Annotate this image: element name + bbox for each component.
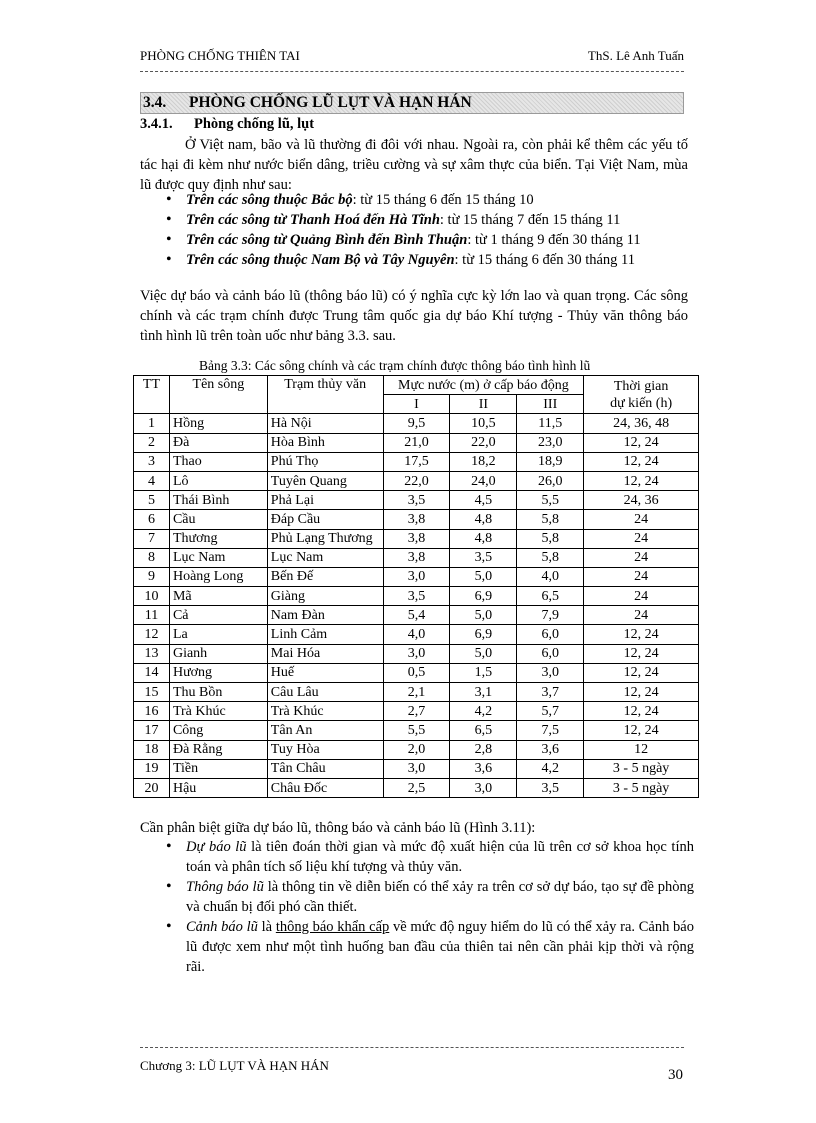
cell-station: Châu Đốc bbox=[267, 778, 383, 797]
table-row bbox=[134, 510, 699, 529]
cell-tt: 17 bbox=[134, 721, 170, 740]
cell-level-2: 2,8 bbox=[450, 740, 517, 759]
cell-level-2: 5,0 bbox=[450, 567, 517, 586]
cell-river: Lô bbox=[169, 471, 267, 490]
cell-tt: 13 bbox=[134, 644, 170, 663]
list-item bbox=[162, 917, 694, 977]
cell-time: 3 - 5 ngày bbox=[584, 759, 699, 778]
cell-station: Giàng bbox=[267, 587, 383, 606]
season-region: Trên các sông từ Quảng Bình đến Bình Thuận bbox=[186, 232, 468, 248]
cell-river: Trà Khúc bbox=[169, 702, 267, 721]
cell-station: Phả Lại bbox=[267, 491, 383, 510]
cell-level-2: 3,5 bbox=[450, 548, 517, 567]
cell-level-2: 5,0 bbox=[450, 644, 517, 663]
cell-river: Cầu bbox=[169, 510, 267, 529]
cell-level-1: 9,5 bbox=[383, 414, 450, 433]
cell-time: 12, 24 bbox=[584, 452, 699, 471]
cell-level-3: 3,7 bbox=[517, 683, 584, 702]
cell-station: Lục Nam bbox=[267, 548, 383, 567]
col-header-time-line1: Thời gian bbox=[613, 378, 669, 394]
list-item bbox=[162, 190, 702, 210]
cell-time: 24, 36, 48 bbox=[584, 414, 699, 433]
cell-level-3: 23,0 bbox=[517, 433, 584, 452]
section-number: 3.4. bbox=[143, 94, 167, 111]
page-header-right: ThS. Lê Anh Tuấn bbox=[587, 48, 684, 63]
cell-time: 24 bbox=[584, 529, 699, 548]
list-item bbox=[162, 210, 702, 230]
cell-level-1: 3,0 bbox=[383, 759, 450, 778]
table-row bbox=[134, 778, 699, 797]
cell-level-3: 5,8 bbox=[517, 548, 584, 567]
cell-river: Hồng bbox=[169, 414, 267, 433]
table-row bbox=[134, 683, 699, 702]
cell-station: Mai Hóa bbox=[267, 644, 383, 663]
subsection-number: 3.4.1. bbox=[140, 116, 173, 132]
cell-tt: 10 bbox=[134, 587, 170, 606]
forecast-paragraph: Việc dự báo và cảnh báo lũ (thông báo lũ) có ý nghĩa cực kỳ lớn lao và quan trọng. Các sông chính và các trạm chính được Trung tâm quốc gia dự báo Khí tượng - Thủy văn thông báo tình hình lũ trên toàn uốc như bảng 3.3. sau. bbox=[140, 288, 688, 344]
cell-tt: 14 bbox=[134, 663, 170, 682]
cell-station: Linh Cảm bbox=[267, 625, 383, 644]
col-header-level-3: III bbox=[517, 395, 584, 414]
cell-level-1: 2,0 bbox=[383, 740, 450, 759]
definition-text: là thông tin về diễn biến có thể xảy ra trên cơ sở dự báo, tạo sự đề phòng và chuẩn bị đối phó cần thiết. bbox=[186, 879, 695, 915]
season-period: : từ 15 tháng 6 đến 30 tháng 11 bbox=[454, 252, 636, 268]
section-heading bbox=[140, 92, 684, 114]
cell-time: 12 bbox=[584, 740, 699, 759]
table-row bbox=[134, 740, 699, 759]
cell-level-3: 4,2 bbox=[517, 759, 584, 778]
cell-level-3: 5,8 bbox=[517, 510, 584, 529]
cell-river: Thao bbox=[169, 452, 267, 471]
cell-level-2: 4,5 bbox=[450, 491, 517, 510]
cell-time: 12, 24 bbox=[584, 702, 699, 721]
cell-level-2: 6,9 bbox=[450, 625, 517, 644]
definition-term: Thông báo lũ bbox=[186, 879, 264, 895]
cell-time: 24 bbox=[584, 548, 699, 567]
table-row bbox=[134, 471, 699, 490]
cell-station: Tân Châu bbox=[267, 759, 383, 778]
definition-list bbox=[162, 837, 694, 977]
cell-level-1: 2,7 bbox=[383, 702, 450, 721]
cell-tt: 8 bbox=[134, 548, 170, 567]
table-row bbox=[134, 414, 699, 433]
cell-tt: 15 bbox=[134, 683, 170, 702]
cell-station: Tuyên Quang bbox=[267, 471, 383, 490]
cell-level-3: 6,5 bbox=[517, 587, 584, 606]
col-header-river: Tên sông bbox=[169, 376, 267, 414]
cell-level-2: 10,5 bbox=[450, 414, 517, 433]
cell-level-1: 21,0 bbox=[383, 433, 450, 452]
cell-river: Đà bbox=[169, 433, 267, 452]
flood-season-list bbox=[162, 190, 702, 270]
subsection-heading bbox=[140, 116, 314, 133]
cell-tt: 12 bbox=[134, 625, 170, 644]
table-row bbox=[134, 721, 699, 740]
season-region: Trên các sông thuộc Bắc bộ bbox=[186, 192, 353, 208]
table-row bbox=[134, 491, 699, 510]
col-header-station: Trạm thủy văn bbox=[267, 376, 383, 414]
cell-river: Công bbox=[169, 721, 267, 740]
cell-level-1: 3,5 bbox=[383, 587, 450, 606]
river-stations-table bbox=[133, 375, 699, 798]
subsection-title: Phòng chống lũ, lụt bbox=[194, 116, 315, 132]
cell-time: 12, 24 bbox=[584, 683, 699, 702]
page-number: 30 bbox=[668, 1067, 683, 1083]
cell-time: 24, 36 bbox=[584, 491, 699, 510]
cell-level-1: 3,8 bbox=[383, 529, 450, 548]
cell-station: Nam Đàn bbox=[267, 606, 383, 625]
cell-level-3: 18,9 bbox=[517, 452, 584, 471]
table-row bbox=[134, 663, 699, 682]
cell-station: Trà Khúc bbox=[267, 702, 383, 721]
cell-tt: 7 bbox=[134, 529, 170, 548]
table-row bbox=[134, 587, 699, 606]
cell-tt: 1 bbox=[134, 414, 170, 433]
cell-level-1: 5,4 bbox=[383, 606, 450, 625]
definition-term: Dự báo lũ bbox=[186, 839, 247, 855]
cell-level-3: 6,0 bbox=[517, 625, 584, 644]
cell-level-1: 0,5 bbox=[383, 663, 450, 682]
section-title: PHÒNG CHỐNG LŨ LỤT VÀ HẠN HÁN bbox=[189, 94, 472, 111]
cell-time: 24 bbox=[584, 567, 699, 586]
cell-station: Bến Đế bbox=[267, 567, 383, 586]
cell-level-3: 11,5 bbox=[517, 414, 584, 433]
col-header-level-1: I bbox=[383, 395, 450, 414]
cell-level-1: 2,5 bbox=[383, 778, 450, 797]
cell-river: Mã bbox=[169, 587, 267, 606]
cell-level-2: 3,6 bbox=[450, 759, 517, 778]
list-item bbox=[162, 230, 702, 250]
cell-station: Tân An bbox=[267, 721, 383, 740]
cell-station: Hà Nội bbox=[267, 414, 383, 433]
cell-level-1: 22,0 bbox=[383, 471, 450, 490]
cell-level-2: 6,5 bbox=[450, 721, 517, 740]
season-period: : từ 15 tháng 6 đến 15 tháng 10 bbox=[352, 192, 534, 208]
season-period: : từ 1 tháng 9 đến 30 tháng 11 bbox=[467, 232, 641, 248]
cell-time: 12, 24 bbox=[584, 663, 699, 682]
table-row bbox=[134, 625, 699, 644]
table-row bbox=[134, 606, 699, 625]
cell-level-3: 5,8 bbox=[517, 529, 584, 548]
cell-level-2: 4,8 bbox=[450, 529, 517, 548]
table-row bbox=[134, 548, 699, 567]
season-region: Trên các sông từ Thanh Hoá đến Hà Tĩnh bbox=[186, 212, 440, 228]
cell-river: Thương bbox=[169, 529, 267, 548]
cell-level-1: 3,8 bbox=[383, 548, 450, 567]
cell-tt: 5 bbox=[134, 491, 170, 510]
cell-river: Lục Nam bbox=[169, 548, 267, 567]
cell-station: Tuy Hòa bbox=[267, 740, 383, 759]
cell-level-2: 3,1 bbox=[450, 683, 517, 702]
cell-station: Câu Lâu bbox=[267, 683, 383, 702]
footer-chapter: Chương 3: LŨ LỤT VÀ HẠN HÁN bbox=[140, 1058, 329, 1073]
cell-level-3: 3,6 bbox=[517, 740, 584, 759]
cell-tt: 6 bbox=[134, 510, 170, 529]
cell-level-1: 17,5 bbox=[383, 452, 450, 471]
cell-level-3: 4,0 bbox=[517, 567, 584, 586]
cell-time: 12, 24 bbox=[584, 721, 699, 740]
table-row bbox=[134, 759, 699, 778]
cell-level-2: 24,0 bbox=[450, 471, 517, 490]
cell-level-3: 3,0 bbox=[517, 663, 584, 682]
table-row bbox=[134, 644, 699, 663]
footer-divider bbox=[140, 1047, 684, 1048]
cell-station: Huế bbox=[267, 663, 383, 682]
cell-station: Hòa Bình bbox=[267, 433, 383, 452]
cell-tt: 16 bbox=[134, 702, 170, 721]
cell-level-3: 6,0 bbox=[517, 644, 584, 663]
definition-text: là tiên đoán thời gian và mức độ xuất hiện của lũ trên cơ sở khoa học tính toán và phân tích số liệu khí tượng và thủy văn. bbox=[186, 839, 694, 875]
definition-term: Cảnh báo lũ bbox=[186, 919, 258, 935]
table-row bbox=[134, 433, 699, 452]
table-row bbox=[134, 529, 699, 548]
cell-time: 24 bbox=[584, 510, 699, 529]
cell-river: Hoàng Long bbox=[169, 567, 267, 586]
col-header-tt: TT bbox=[134, 376, 170, 414]
cell-river: Hương bbox=[169, 663, 267, 682]
cell-level-2: 22,0 bbox=[450, 433, 517, 452]
page-header-left: PHÒNG CHỐNG THIÊN TAI bbox=[140, 48, 300, 63]
cell-tt: 20 bbox=[134, 778, 170, 797]
cell-river: La bbox=[169, 625, 267, 644]
cell-level-2: 6,9 bbox=[450, 587, 517, 606]
cell-station: Phú Thọ bbox=[267, 452, 383, 471]
cell-tt: 2 bbox=[134, 433, 170, 452]
cell-level-1: 3,0 bbox=[383, 567, 450, 586]
col-header-time bbox=[584, 376, 699, 414]
cell-tt: 9 bbox=[134, 567, 170, 586]
cell-level-2: 3,0 bbox=[450, 778, 517, 797]
cell-time: 12, 24 bbox=[584, 471, 699, 490]
cell-river: Tiền bbox=[169, 759, 267, 778]
col-header-time-line2: dự kiến (h) bbox=[610, 395, 673, 411]
cell-level-2: 5,0 bbox=[450, 606, 517, 625]
cell-tt: 11 bbox=[134, 606, 170, 625]
cell-tt: 19 bbox=[134, 759, 170, 778]
cell-level-3: 7,5 bbox=[517, 721, 584, 740]
cell-station: Đáp Cầu bbox=[267, 510, 383, 529]
table-caption: Bảng 3.3: Các sông chính và các trạm chính được thông báo tình hình lũ bbox=[199, 358, 591, 373]
cell-level-1: 3,8 bbox=[383, 510, 450, 529]
header-divider bbox=[140, 71, 684, 72]
cell-tt: 4 bbox=[134, 471, 170, 490]
list-item bbox=[162, 250, 702, 270]
table-row bbox=[134, 702, 699, 721]
cell-river: Hậu bbox=[169, 778, 267, 797]
cell-time: 24 bbox=[584, 587, 699, 606]
cell-level-2: 1,5 bbox=[450, 663, 517, 682]
intro-paragraph: Ở Việt nam, bão và lũ thường đi đôi với nhau. Ngoài ra, còn phải kể thêm các yếu tố tác hại đi kèm như nước biển dâng, triều cường và sự xâm thực của biển. Tại Việt Nam, mùa lũ được quy định như sau: bbox=[140, 137, 688, 193]
cell-level-3: 5,7 bbox=[517, 702, 584, 721]
cell-level-1: 3,0 bbox=[383, 644, 450, 663]
cell-level-1: 3,5 bbox=[383, 491, 450, 510]
cell-level-1: 2,1 bbox=[383, 683, 450, 702]
cell-tt: 18 bbox=[134, 740, 170, 759]
cell-level-2: 4,2 bbox=[450, 702, 517, 721]
cell-level-3: 5,5 bbox=[517, 491, 584, 510]
table-row bbox=[134, 452, 699, 471]
cell-river: Thu Bồn bbox=[169, 683, 267, 702]
cell-level-3: 3,5 bbox=[517, 778, 584, 797]
definition-connector: là bbox=[257, 919, 276, 935]
cell-river: Cả bbox=[169, 606, 267, 625]
cell-station: Phủ Lạng Thương bbox=[267, 529, 383, 548]
cell-level-1: 4,0 bbox=[383, 625, 450, 644]
cell-level-3: 7,9 bbox=[517, 606, 584, 625]
cell-time: 12, 24 bbox=[584, 625, 699, 644]
list-item bbox=[162, 837, 694, 877]
cell-river: Đà Rằng bbox=[169, 740, 267, 759]
cell-level-3: 26,0 bbox=[517, 471, 584, 490]
cell-time: 3 - 5 ngày bbox=[584, 778, 699, 797]
cell-level-2: 4,8 bbox=[450, 510, 517, 529]
col-header-alarm-levels: Mực nước (m) ở cấp báo động bbox=[383, 376, 584, 395]
col-header-level-2: II bbox=[450, 395, 517, 414]
list-item bbox=[162, 877, 694, 917]
cell-time: 12, 24 bbox=[584, 644, 699, 663]
cell-level-2: 18,2 bbox=[450, 452, 517, 471]
cell-time: 24 bbox=[584, 606, 699, 625]
cell-time: 12, 24 bbox=[584, 433, 699, 452]
cell-river: Gianh bbox=[169, 644, 267, 663]
distinguish-intro: Cần phân biệt giữa dự báo lũ, thông báo và cảnh báo lũ (Hình 3.11): bbox=[140, 820, 536, 836]
cell-level-1: 5,5 bbox=[383, 721, 450, 740]
cell-tt: 3 bbox=[134, 452, 170, 471]
table-row bbox=[134, 567, 699, 586]
definition-text: về mức độ nguy hiểm do lũ có thể xảy ra. Cảnh báo lũ được xem như một tình huống ban đầu của thiên tai nên cần phải kịp thời và rộng rãi. bbox=[186, 919, 694, 975]
season-region: Trên các sông thuộc Nam Bộ và Tây Nguyên bbox=[186, 252, 455, 268]
season-period: : từ 15 tháng 7 đến 15 tháng 11 bbox=[439, 212, 621, 228]
cell-river: Thái Bình bbox=[169, 491, 267, 510]
definition-emphasis: thông báo khẩn cấp bbox=[275, 919, 390, 935]
